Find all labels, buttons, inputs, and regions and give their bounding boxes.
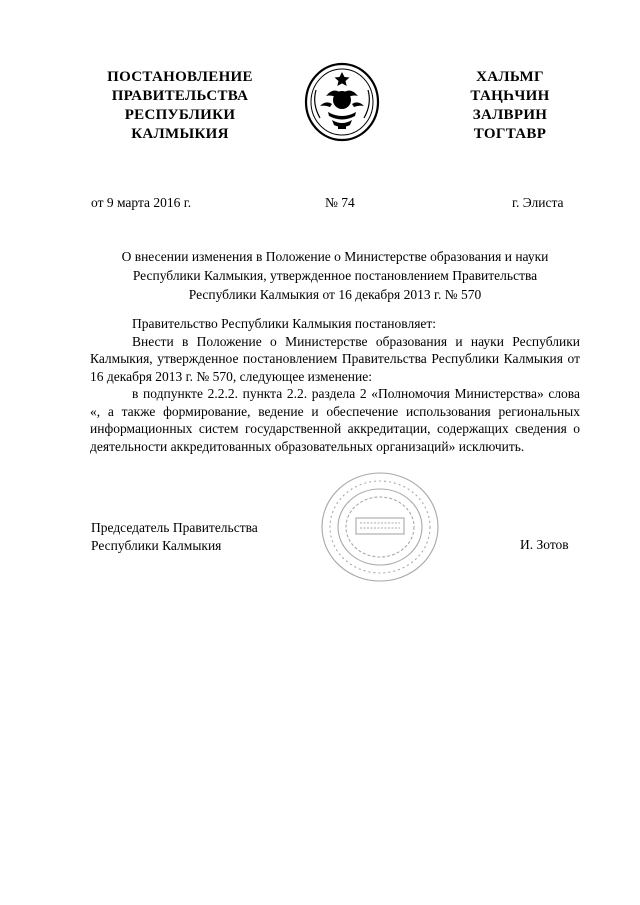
header-left-line: ПРАВИТЕЛЬСТВА <box>111 88 249 104</box>
document-date: от 9 марта 2016 г. <box>91 195 192 210</box>
intro-paragraph: Внести в Положение о Министерстве образования и науки Республики Калмыкия, утвержденное постановлением Правительства Республики Калмыкия от 16 декабря 2013 г. № 570, следующее изменение: <box>90 333 580 384</box>
title-line: Республики Калмыкия, утвержденное постановлением Правительства <box>132 268 538 283</box>
document-city: г. Элиста <box>512 195 564 210</box>
header-right-line: ЗАЛВРИН <box>472 107 548 123</box>
signatory-name: И. Зотов <box>520 537 569 552</box>
header-right-line: ХАЛЬМГ <box>476 69 544 85</box>
header-left-line: КАЛМЫКИЯ <box>131 126 229 142</box>
document-title <box>90 247 580 304</box>
header-left-line: ПОСТАНОВЛЕНИЕ <box>107 69 253 85</box>
document-number: № 74 <box>325 195 355 210</box>
resolves-paragraph: Правительство Республики Калмыкия постановляет: <box>132 316 437 331</box>
signatory-position-line: Председатель Правительства <box>91 520 258 535</box>
official-seal-stamp <box>310 468 450 586</box>
title-line: О внесении изменения в Положение о Министерстве образования и науки <box>121 249 549 264</box>
header-left-title <box>100 68 260 144</box>
header-left-line: РЕСПУБЛИКИ <box>124 107 236 123</box>
coat-of-arms-icon <box>302 60 382 144</box>
header-right-line: ТАҢҺЧИН <box>470 88 550 104</box>
header-right-line: ТОГТАВР <box>473 126 547 142</box>
title-line: Республики Калмыкия от 16 декабря 2013 г. № 570 <box>188 287 482 302</box>
signatory-position <box>91 519 258 555</box>
header-right-title <box>450 68 570 144</box>
signatory-position-line: Республики Калмыкия <box>91 538 222 553</box>
document-body <box>90 315 580 455</box>
amendment-paragraph: в подпункте 2.2.2. пункта 2.2. раздела 2 «Полномочия Министерства» слова «, а также формирование, ведение и обеспечение использования региональных информационных систем государственной аккредитации, содержащих сведения о деятельности аккредитованных образовательных организаций» исключить. <box>90 386 580 454</box>
